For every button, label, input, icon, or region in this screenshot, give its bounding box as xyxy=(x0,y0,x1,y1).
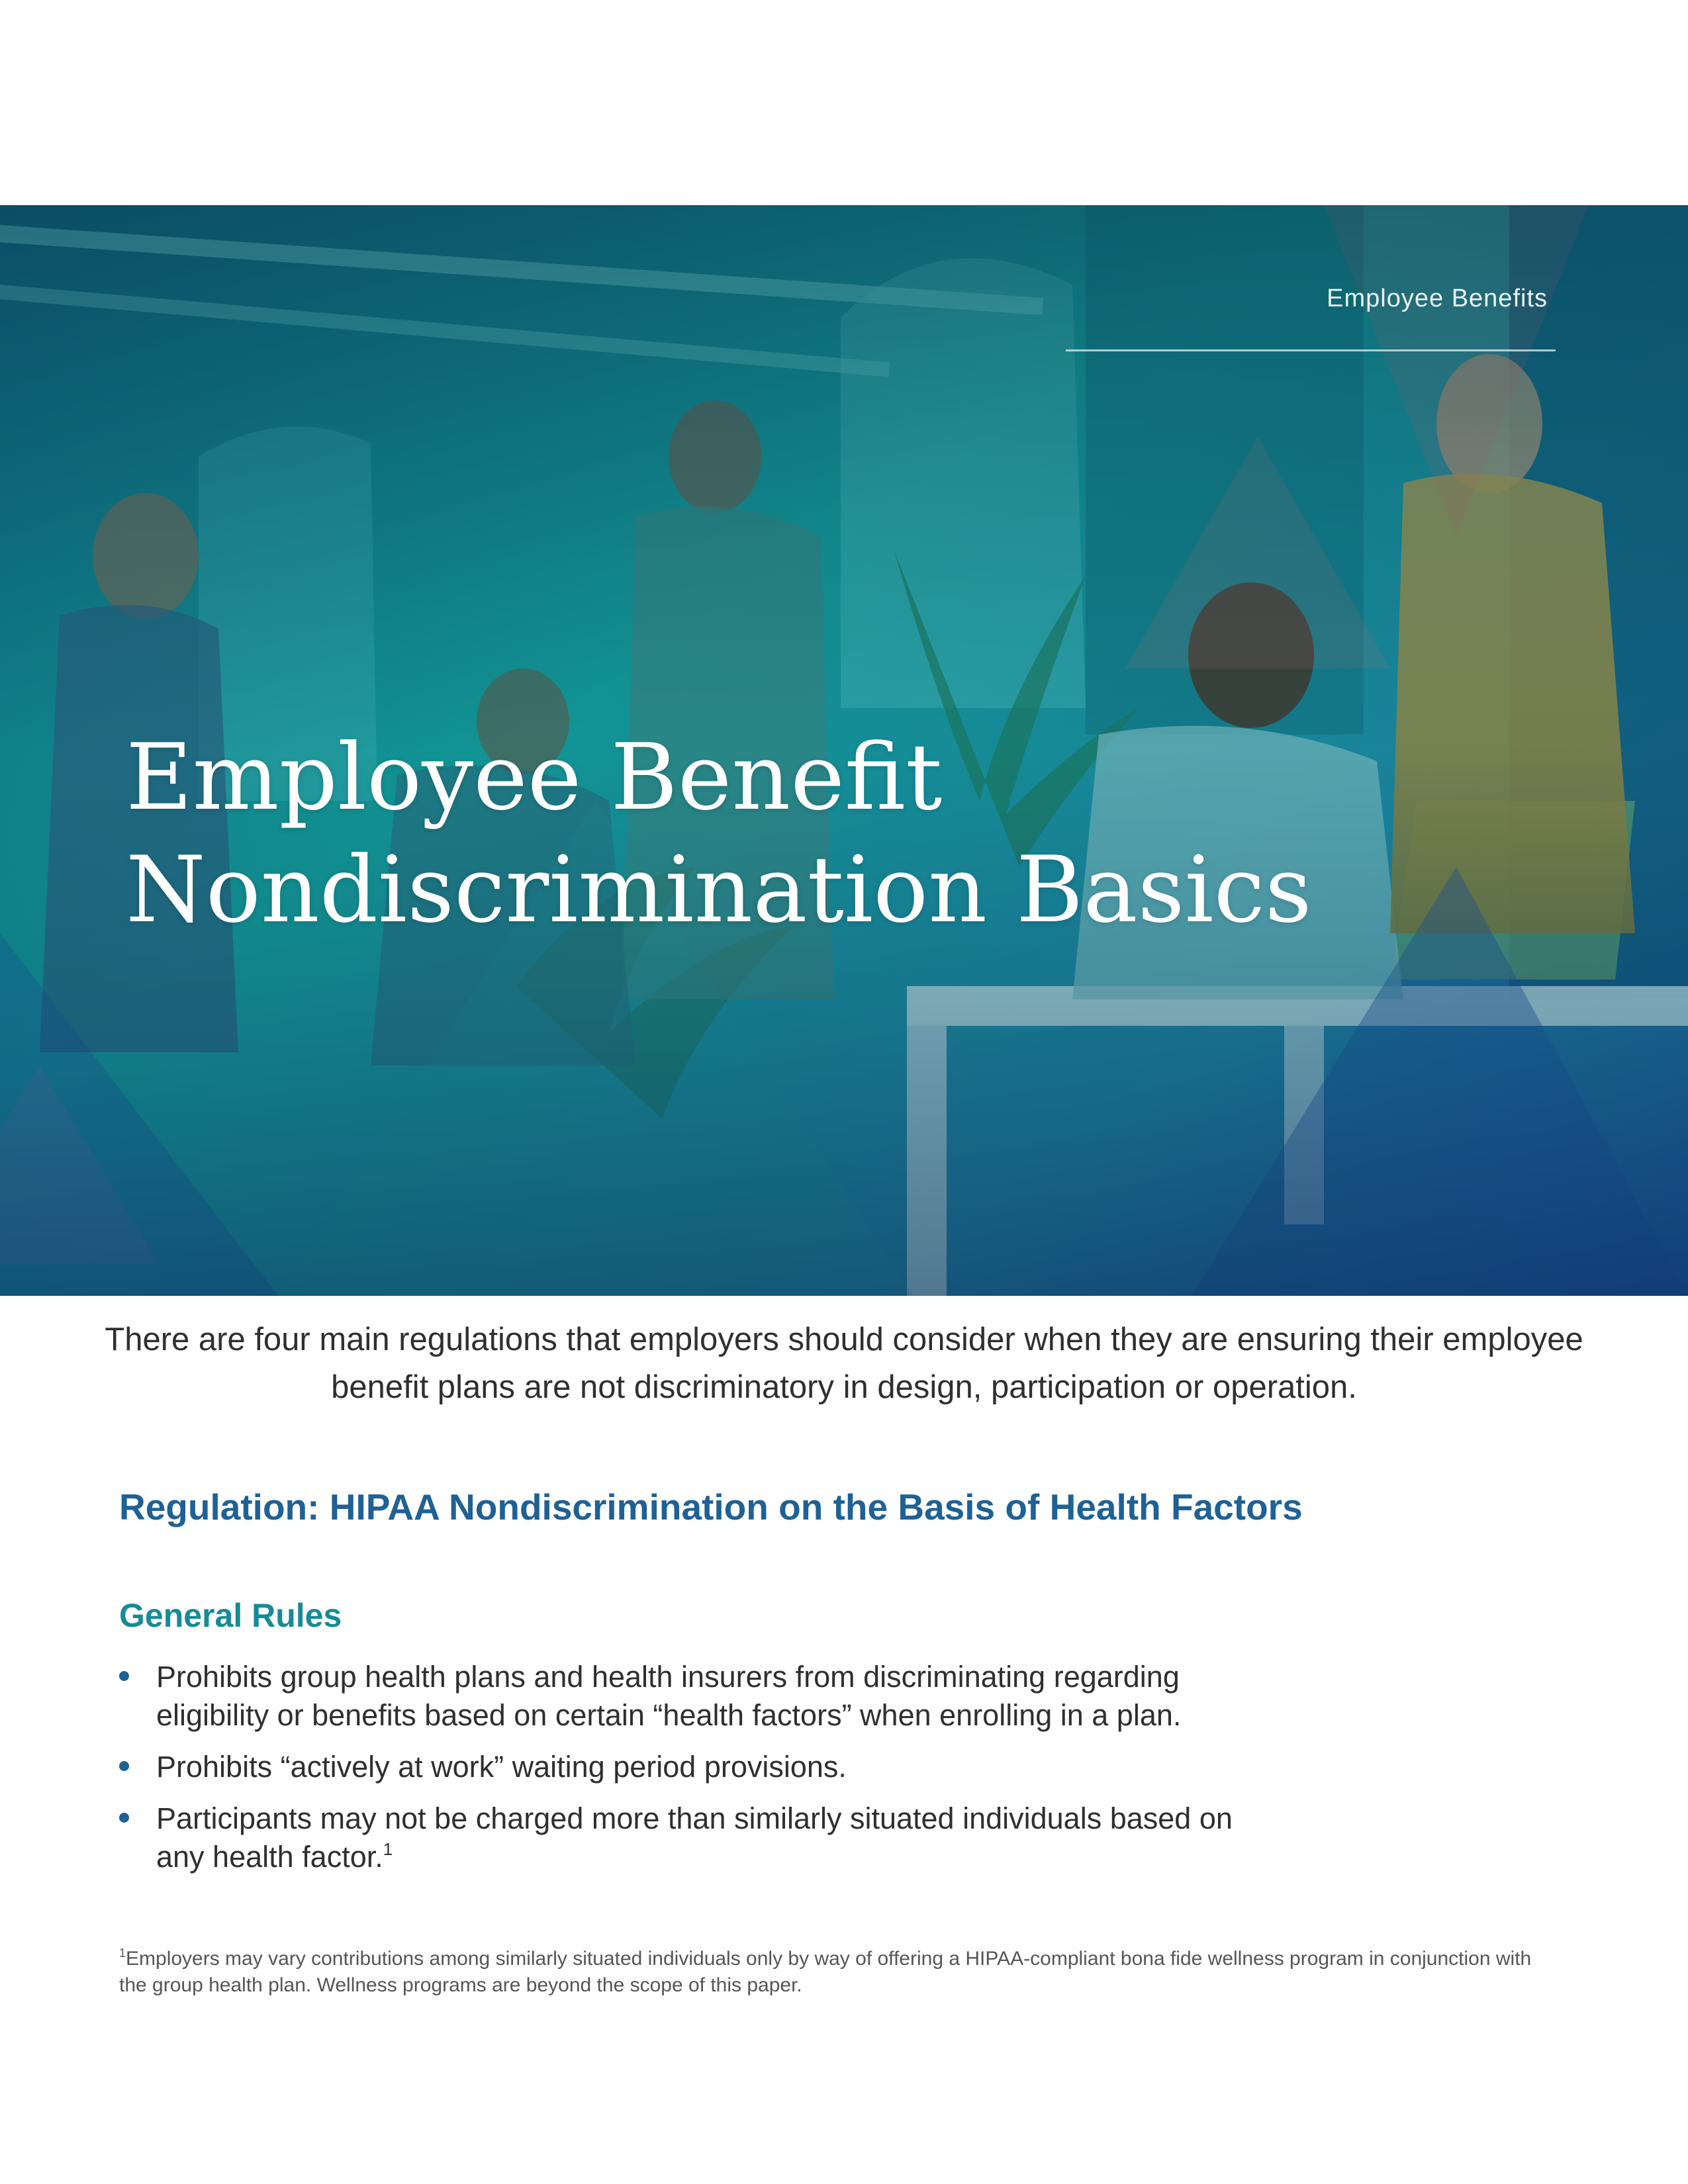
bullet-icon xyxy=(119,1761,129,1771)
footnote-text: Employers may vary contributions among similarly situated individuals only by way of offering a HIPAA-compliant bona fide wellness program in conjunction with the group health plan. Wellness programs are beyond the scope of this paper. xyxy=(119,1948,1532,1996)
footnote-mark: 1 xyxy=(119,1946,126,1960)
bullet-icon xyxy=(119,1671,129,1681)
footnote xyxy=(119,1946,1542,1999)
rule-text: Participants may not be charged more than similarly situated individuals based on any health factor. xyxy=(156,1801,1233,1874)
rules-list xyxy=(119,1658,1244,1889)
regulation-heading: Regulation: HIPAA Nondiscrimination on the Basis of Health Factors xyxy=(119,1486,1303,1527)
general-rules-heading: General Rules xyxy=(119,1597,342,1634)
category-label: Employee Benefits xyxy=(1327,285,1548,312)
rule-text: Prohibits “actively at work” waiting period provisions. xyxy=(156,1750,847,1784)
footnote-reference: 1 xyxy=(383,1839,393,1859)
page-title xyxy=(126,721,1312,946)
hero-banner xyxy=(0,205,1688,1296)
bullet-icon xyxy=(119,1813,129,1823)
list-item xyxy=(119,1658,1244,1735)
intro-paragraph: There are four main regulations that employers should consider when they are ensuring their employee benefit plans are not discriminatory in design, participation or operation. xyxy=(105,1322,1583,1405)
page-title-line-2: Nondiscrimination Basics xyxy=(126,837,1312,943)
list-item xyxy=(119,1748,1244,1786)
page-title-line-1: Employee Benefit xyxy=(126,724,943,831)
category-divider xyxy=(1066,349,1556,351)
rule-text: Prohibits group health plans and health insurers from discriminating regarding eligibility or benefits based on certain “health factors” when enrolling in a plan. xyxy=(156,1660,1182,1732)
list-item xyxy=(119,1799,1244,1876)
